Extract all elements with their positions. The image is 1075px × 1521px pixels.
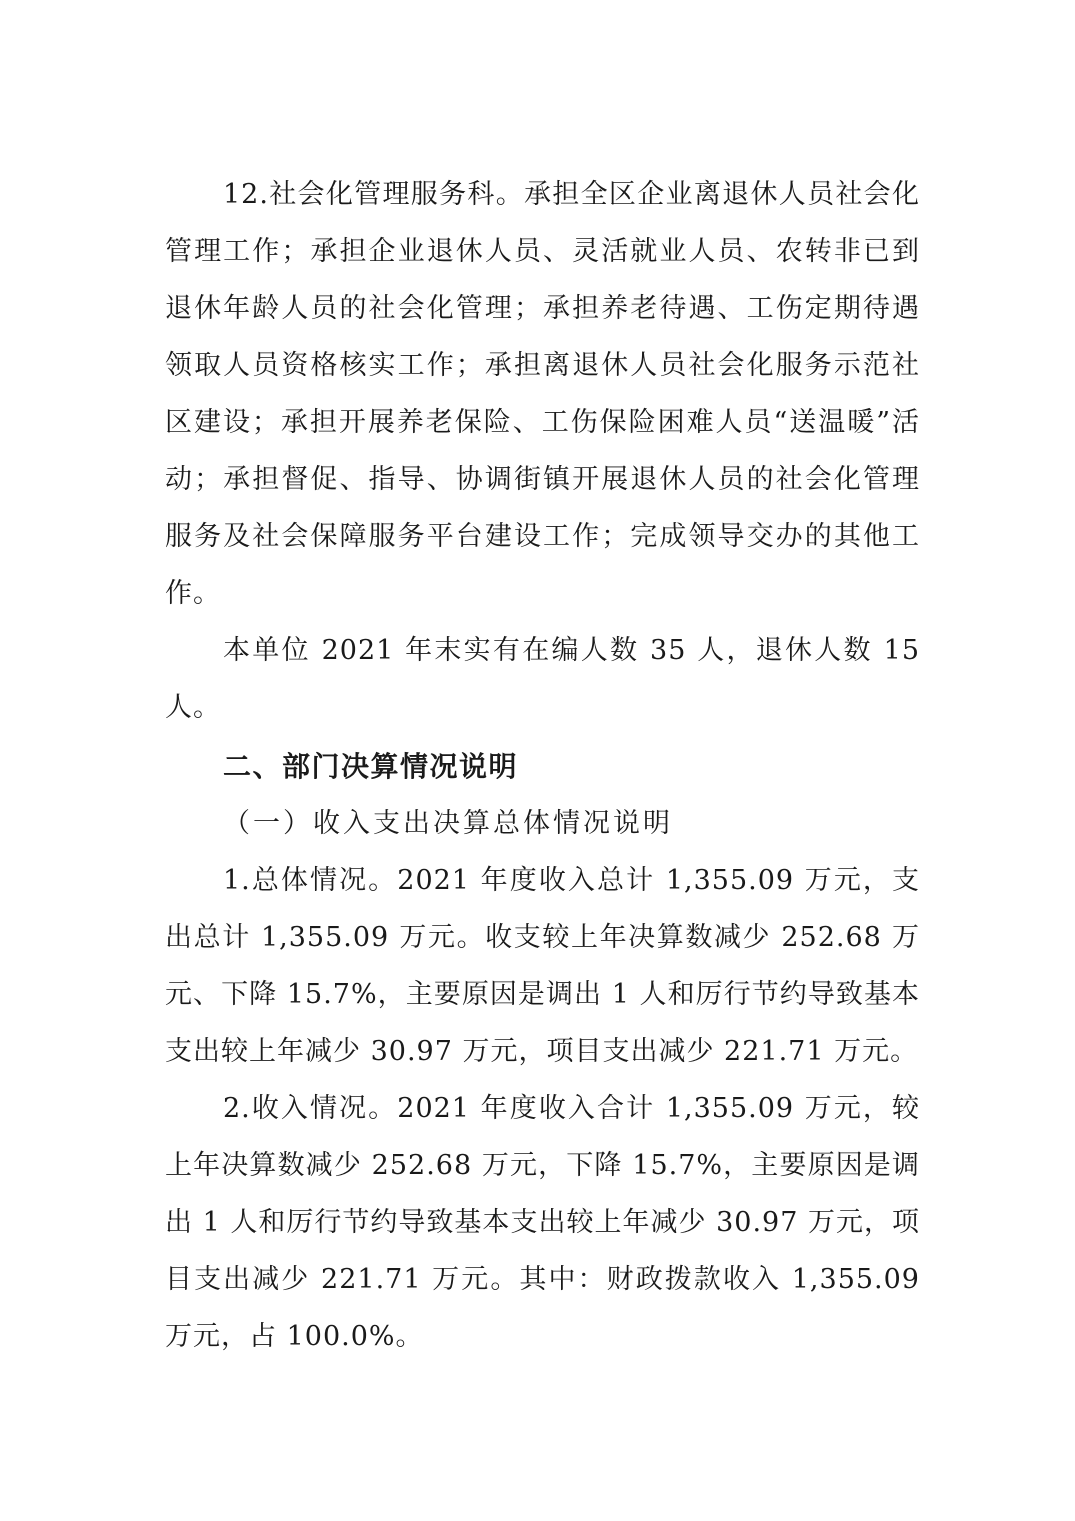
document-page: [165, 166, 920, 1365]
paragraph-overall-situation: 1.总体情况。2021 年度收入总计 1,355.09 万元，支出总计 1,355.09 万元。收支较上年决算数减少 252.68 万元、下降 15.7%，主要原因是调出 1 人和厉行节约导致基本支出较上年减少 30.97 万元，项目支出减少 221.71 万元。: [165, 865, 920, 1067]
subsection-heading: （一）收入支出决算总体情况说明: [223, 808, 673, 839]
paragraph-income-situation: 2.收入情况。2021 年度收入合计 1,355.09 万元，较上年决算数减少 252.68 万元，下降 15.7%，主要原因是调出 1 人和厉行节约导致基本支出较上年减少 30.97 万元，项目支出减少 221.71 万元。其中：财政拨款收入 1,355.09 万元，占 100.0%。: [165, 1093, 920, 1352]
paragraph-department-duties: 12.社会化管理服务科。承担全区企业离退休人员社会化管理工作；承担企业退休人员、灵活就业人员、农转非已到退休年龄人员的社会化管理；承担养老待遇、工伤定期待遇领取人员资格核实工作；承担离退休人员社会化服务示范社区建设；承担开展养老保险、工伤保险困难人员“送温暖”活动；承担督促、指导、协调街镇开展退休人员的社会化管理服务及社会保障服务平台建设工作；完成领导交办的其他工作。: [165, 179, 920, 609]
section-heading: 二、部门决算情况说明: [223, 750, 519, 783]
paragraph-staff-count: 本单位 2021 年末实有在编人数 35 人，退休人数 15 人。: [165, 635, 920, 723]
